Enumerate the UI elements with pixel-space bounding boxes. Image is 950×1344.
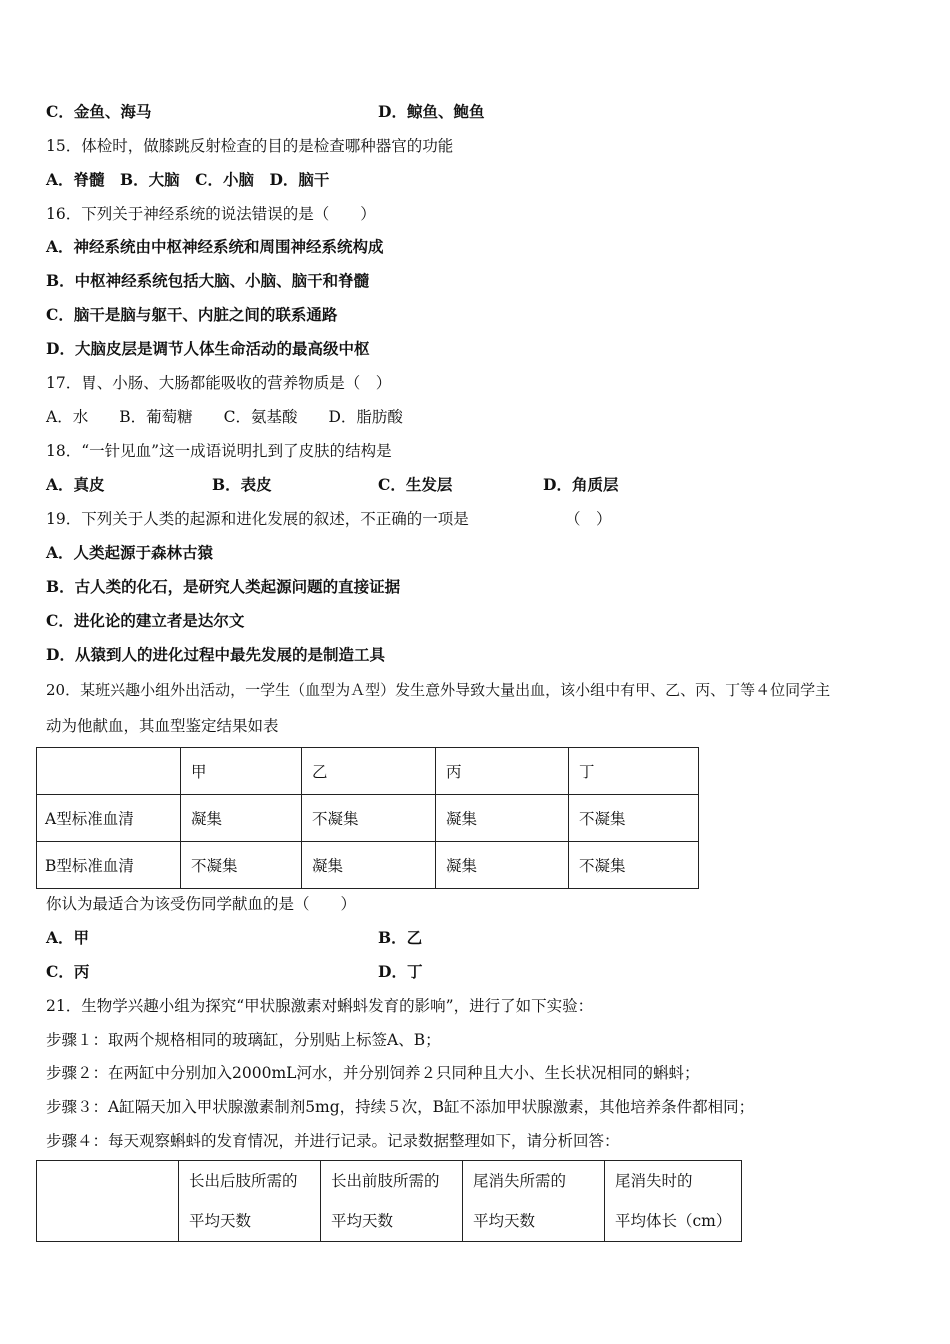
q19-option-a: A．人类起源于森林古猿 [46,543,214,562]
table-cell: 乙 [302,748,436,795]
q21-step4: 步骤４：每天观察蝌蚪的发育情况，并进行记录。记录数据整理如下，请分析回答： [46,1132,620,1150]
q14-option-c: C．金鱼、海马 [46,102,152,121]
q19-option-c: C．进化论的建立者是达尔文 [46,611,245,630]
header-line: 长出后肢所需的 [189,1172,298,1190]
table-cell: 不凝集 [302,795,436,842]
q19-stem: 19．下列关于人类的起源和进化发展的叙述，不正确的一项是 [46,510,469,528]
q18-stem: 18．“一针见血”这一成语说明扎到了皮肤的结构是 [46,442,392,460]
table-cell [321,1161,463,1242]
q18-option-b: B．表皮 [212,475,272,494]
header-line: 平均天数 [473,1212,536,1230]
table-cell [463,1161,605,1242]
header-line: 平均天数 [331,1212,394,1230]
table-cell [37,1161,179,1242]
table-cell: A型标准血清 [37,795,181,842]
q20-option-c: C．丙 [46,962,90,981]
table-cell [179,1161,321,1242]
q16-option-d: D．大脑皮层是调节人体生命活动的最高级中枢 [46,339,370,358]
tadpole-table [36,1160,742,1242]
header-line: 尾消失所需的 [473,1172,567,1190]
header-line: 平均体长（cm） [615,1212,732,1230]
q15-stem: 15．体检时，做膝跳反射检查的目的是检查哪种器官的功能 [46,137,454,155]
table-cell: 不凝集 [569,842,699,889]
table-cell: 不凝集 [569,795,699,842]
table-cell: 凝集 [302,842,436,889]
q18-option-c: C．生发层 [378,475,453,494]
q19-option-d: D．从猿到人的进化过程中最先发展的是制造工具 [46,645,385,664]
q17-options: A．水 B．葡萄糖 C．氨基酸 D．脂肪酸 [46,408,403,426]
q16-option-c: C．脑干是脑与躯干、内脏之间的联系通路 [46,305,338,324]
q21-stem: 21．生物学兴趣小组为探究“甲状腺激素对蝌蚪发育的影响”，进行了如下实验： [46,997,594,1015]
q20-option-b: B．乙 [378,928,423,947]
q21-step1: 步骤１：取两个规格相同的玻璃缸，分别贴上标签A、B； [46,1031,441,1049]
table-cell: 凝集 [436,842,569,889]
header-line: 长出前肢所需的 [331,1172,440,1190]
q16-stem: 16．下列关于神经系统的说法错误的是（ ） [46,205,376,223]
table-cell: 丙 [436,748,569,795]
q20-option-d: D．丁 [378,962,423,981]
q20-stem-line1: 20．某班兴趣小组外出活动，一学生（血型为Ａ型）发生意外导致大量出血，该小组中有甲、乙、丙、丁等４位同学主 [46,681,831,699]
table-cell [605,1161,742,1242]
table-row [37,1161,742,1242]
q15-options: A．脊髓 B．大脑 C．小脑 D．脑干 [46,170,330,189]
table-row [37,795,699,842]
header-line: 尾消失时的 [615,1172,693,1190]
q16-option-b: B．中枢神经系统包括大脑、小脑、脑干和脊髓 [46,271,370,290]
table-row [37,748,699,795]
q20-stem-line2: 动为他献血，其血型鉴定结果如表 [46,717,279,735]
q16-option-a: A．神经系统由中枢神经系统和周围神经系统构成 [46,237,384,256]
table-row [37,842,699,889]
q19-option-b: B．古人类的化石，是研究人类起源问题的直接证据 [46,577,401,596]
q19-paren: （ ） [565,510,612,528]
q21-step3: 步骤３：A缸隔天加入甲状腺激素制剂5mg，持续５次，B缸不添加甲状腺激素，其他培养条件都相同； [46,1098,755,1116]
blood-type-table [36,747,699,889]
table-cell: 凝集 [181,795,302,842]
header-line: 平均天数 [189,1212,252,1230]
q21-step2: 步骤２：在两缸中分别加入2000mL河水，并分别饲养２只同种且大小、生长状况相同的蝌蚪； [46,1064,700,1082]
q18-option-a: A．真皮 [46,475,105,494]
q18-option-d: D．角质层 [543,475,619,494]
table-cell: 不凝集 [181,842,302,889]
table-cell: 甲 [181,748,302,795]
table-cell: 凝集 [436,795,569,842]
table-cell: B型标准血清 [37,842,181,889]
q20-option-a: A．甲 [46,928,90,947]
q14-option-d: D．鲸鱼、鲍鱼 [378,102,485,121]
q20-question: 你认为最适合为该受伤同学献血的是（ ） [46,895,357,913]
q17-stem: 17．胃、小肠、大肠都能吸收的营养物质是（ ） [46,374,392,392]
table-cell [37,748,181,795]
table-cell: 丁 [569,748,699,795]
